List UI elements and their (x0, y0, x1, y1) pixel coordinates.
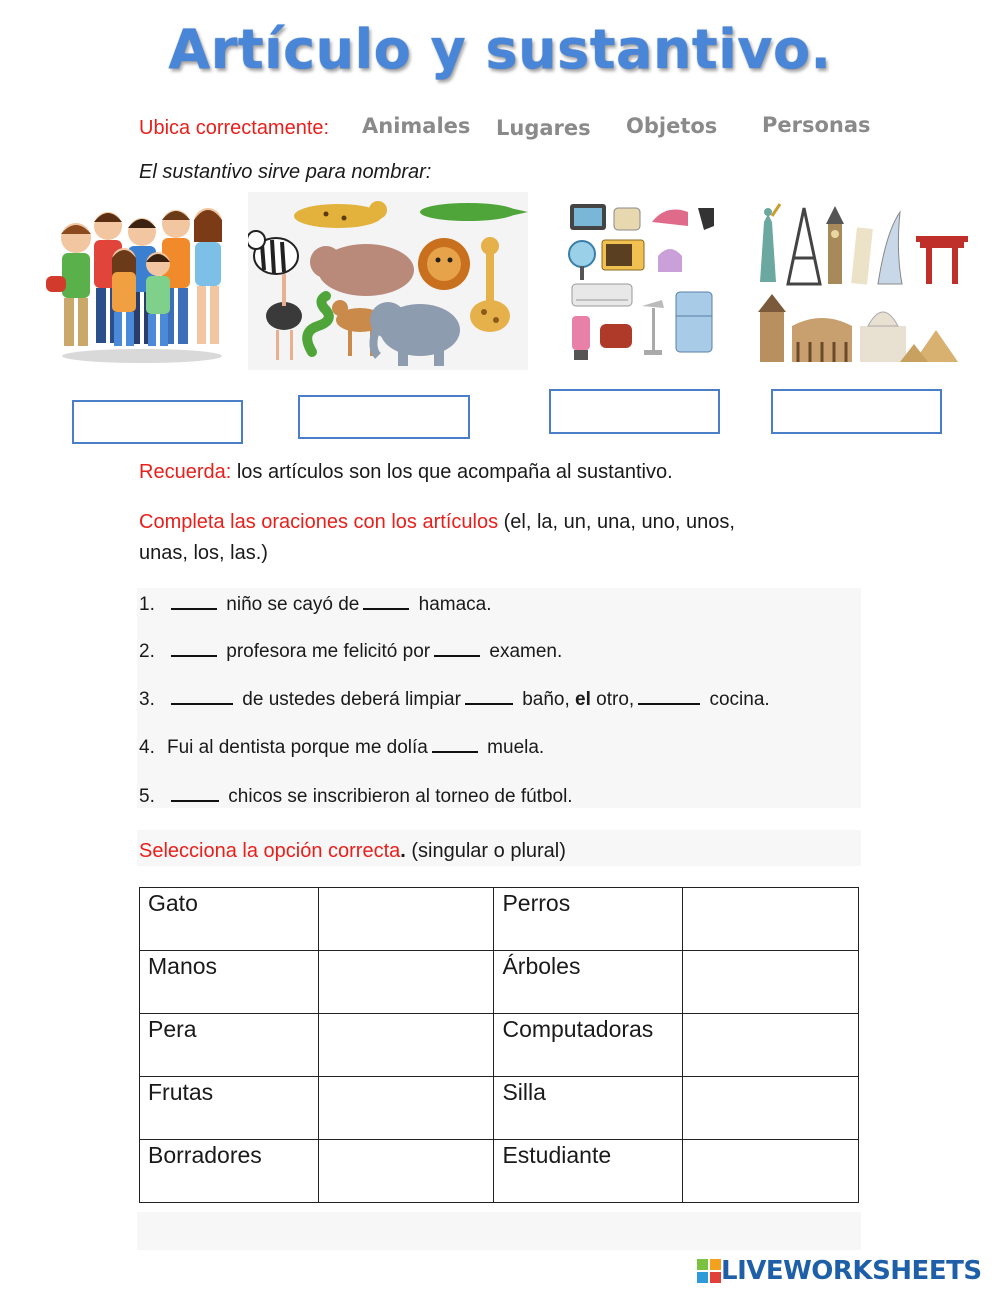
bottom-panel (137, 1212, 861, 1250)
sentence-1 (139, 592, 492, 616)
sentence-text: muela. (487, 737, 545, 758)
selecciona-hint: (singular o plural) (411, 840, 566, 862)
answer-cell[interactable] (683, 888, 859, 951)
answer-cell[interactable] (318, 888, 494, 951)
blank-4a[interactable] (432, 735, 478, 753)
watermark-text: LIVEWORKSHEETS (721, 1256, 982, 1286)
sentence-number: 3. (139, 689, 155, 710)
answer-cell[interactable] (683, 1077, 859, 1140)
recuerda-line (139, 461, 673, 484)
sentence-text: cocina. (709, 689, 770, 710)
sentence-text: chicos se inscribieron al torneo de fútbol. (228, 786, 573, 807)
sentence-text: baño, (522, 689, 570, 710)
word-cell: Estudiante (494, 1140, 683, 1203)
sentence-text: otro, (596, 689, 635, 710)
sentence-bold-article: el (575, 689, 591, 710)
answer-cell[interactable] (683, 1014, 859, 1077)
completa-instruction (139, 507, 839, 569)
word-cell: Árboles (494, 951, 683, 1014)
selecciona-instruction (139, 840, 566, 863)
answer-cell[interactable] (318, 1140, 494, 1203)
ubica-instruction (139, 117, 329, 140)
blank-3c[interactable] (638, 687, 700, 705)
blank-5a[interactable] (171, 784, 219, 802)
answer-box-animals[interactable] (298, 395, 470, 439)
completa-label: Completa las oraciones con los artículos (139, 511, 499, 533)
sentence-text: examen. (489, 641, 563, 662)
sentence-number: 2. (139, 641, 155, 662)
places-image (750, 202, 968, 370)
blank-3a[interactable] (171, 687, 233, 705)
table-row (140, 1077, 859, 1140)
word-cell: Computadoras (494, 1014, 683, 1077)
sentence-number: 4. (139, 737, 155, 758)
sentence-text: profesora me felicitó por (226, 641, 431, 662)
selecciona-dot: . (400, 840, 406, 862)
word-cell: Silla (494, 1077, 683, 1140)
sentence-2 (139, 639, 562, 663)
blank-1a[interactable] (171, 592, 217, 610)
category-objetos[interactable]: Objetos (626, 114, 718, 138)
blank-2a[interactable] (171, 639, 217, 657)
sentence-text: de ustedes deberá limpiar (242, 689, 461, 710)
people-image (46, 198, 238, 366)
ubica-label: Ubica correctamente (139, 117, 324, 139)
word-cell: Manos (140, 951, 319, 1014)
sentence-3 (139, 687, 770, 711)
sentence-5 (139, 784, 573, 808)
table-row (140, 1014, 859, 1077)
ubica-colon: : (323, 117, 330, 139)
category-personas[interactable]: Personas (762, 113, 871, 137)
blank-2b[interactable] (434, 639, 480, 657)
answer-box-objects[interactable] (549, 389, 720, 434)
sentence-text: niño se cayó de (226, 594, 360, 615)
answer-cell[interactable] (318, 1077, 494, 1140)
word-cell: Frutas (140, 1077, 319, 1140)
sentence-number: 1. (139, 594, 155, 615)
answer-box-people[interactable] (72, 400, 243, 444)
table-row (140, 888, 859, 951)
answer-cell[interactable] (318, 1014, 494, 1077)
animals-image (248, 192, 528, 370)
category-animales[interactable]: Animales (362, 114, 471, 138)
word-cell: Gato (140, 888, 319, 951)
sentence-text: hamaca. (418, 594, 492, 615)
completa-options-2: unas, los, las.) (139, 542, 268, 564)
word-cell: Pera (140, 1014, 319, 1077)
word-cell: Perros (494, 888, 683, 951)
selecciona-label: Selecciona la opción correcta (139, 840, 401, 862)
answer-cell[interactable] (683, 1140, 859, 1203)
objects-image (566, 200, 720, 365)
page-title: Artículo y sustantivo. (168, 18, 832, 81)
table-row (140, 1140, 859, 1203)
category-lugares[interactable]: Lugares (496, 116, 591, 140)
sentence-number: 5. (139, 786, 155, 807)
liveworksheets-logo (697, 1256, 982, 1286)
answer-cell[interactable] (318, 951, 494, 1014)
answer-box-places[interactable] (771, 389, 942, 434)
word-cell: Borradores (140, 1140, 319, 1203)
recuerda-text: los artículos son los que acompaña al sustantivo. (236, 461, 673, 483)
subtitle: El sustantivo sirve para nombrar: (139, 161, 432, 183)
completa-options-1: (el, la, un, una, uno, unos, (503, 511, 735, 533)
table-row (140, 951, 859, 1014)
recuerda-label: Recuerda: (139, 461, 232, 483)
sentence-text: Fui al dentista porque me dolía (167, 737, 428, 758)
liveworksheets-icon (697, 1259, 721, 1283)
blank-3b[interactable] (465, 687, 513, 705)
answer-cell[interactable] (683, 951, 859, 1014)
sentence-4 (139, 735, 544, 759)
singular-plural-table (139, 887, 859, 1203)
blank-1b[interactable] (363, 592, 409, 610)
